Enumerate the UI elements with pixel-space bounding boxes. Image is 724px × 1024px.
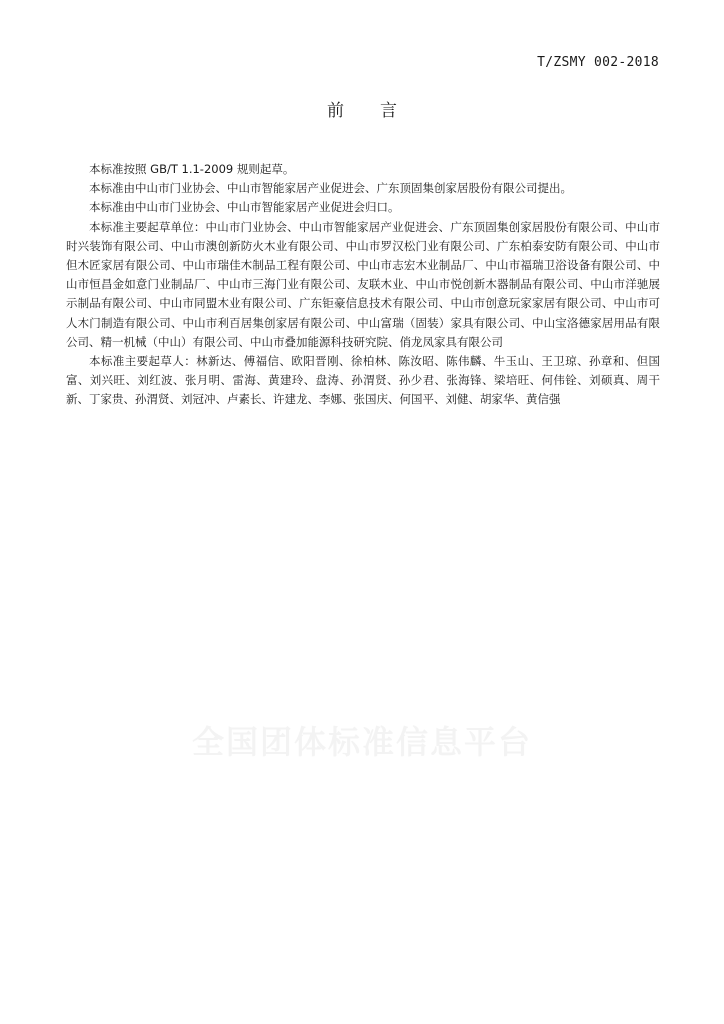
paragraph-centralized: 本标准由中山市门业协会、中山市智能家居产业促进会归口。 <box>89 200 400 215</box>
standard-code: T/ZSMY 002-2018 <box>537 55 659 70</box>
paragraph-drafting-rules: 本标准按照 GB/T 1.1-2009 规则起草。 <box>89 162 295 176</box>
paragraph-proposer: 本标准由中山市门业协会、中山市智能家居产业促进会、广东顶固集创家居股份有限公司提出。 <box>89 181 572 196</box>
page-title: 前言 <box>327 101 433 121</box>
foreword-body <box>66 160 660 410</box>
watermark <box>0 717 724 763</box>
paragraph-drafters: 本标准主要起草人：林新达、傅福信、欧阳晋刚、徐柏林、陈汝昭、陈伟麟、牛玉山、王卫琼、孙章和、但国富、刘兴旺、刘红波、张月明、雷海、黄建玲、盘涛、孙渭贤、孙少君、张海锋、梁培旺、何伟铨、刘硕真、周干新、丁家贵、孙渭贤、刘冠冲、卢素长、许建龙、李娜、张国庆、何国平、刘健、胡家华、黄信强 <box>66 354 660 407</box>
paragraph-drafting-units: 本标准主要起草单位：中山市门业协会、中山市智能家居产业促进会、广东顶固集创家居股份有限公司、中山市时兴装饰有限公司、中山市澳创新防火木业有限公司、中山市罗汉松门业有限公司、广东柏泰安防有限公司、中山市但木匠家居有限公司、中山市瑞佳木制品工程有限公司、中山市志宏木业制品厂、中山市福瑞卫浴设备有限公司、中山市恒昌金如意门业制品厂、中山市三海门业有限公司、友联木业、中山市悦创新木器制品有限公司、中山市洋驰展示制品有限公司、中山市同盟木业有限公司、广东钜豪信息技术有限公司、中山市创意玩家家居有限公司、中山市可人木门制造有限公司、中山市利百居集创家居有限公司、中山富瑞（固装）家具有限公司、中山宝洛德家居用品有限公司、精一机械（中山）有限公司、中山市叠加能源科技研究院、俏龙凤家具有限公司 <box>66 219 660 349</box>
